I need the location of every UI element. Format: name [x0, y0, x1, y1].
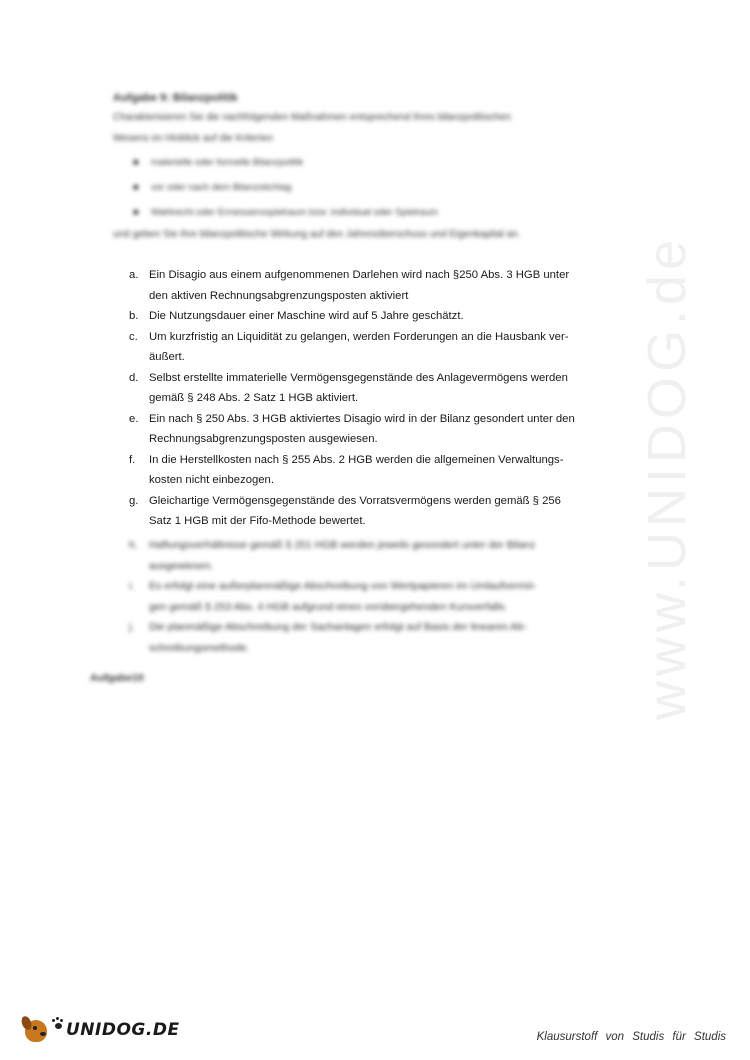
task-item: a. Ein Disagio aus einem aufgenommenen Darlehen wird nach §250 Abs. 3 HGB unter den aktiven Rechnungsabgrenzungsposten aktiviert [129, 269, 570, 302]
task-item: g. Gleichartige Vermögensgegenstände des Vorratsvermögens werden gemäß § 256 Satz 1 HGB mit der Fifo-Methode bewertet. [129, 494, 561, 527]
criteria-bullet: ■ Wahlrecht oder Ermessensspielraum bzw. Individual oder Spielraum [133, 207, 438, 218]
paw-icon [52, 1018, 64, 1030]
section-heading: Aufgabe 9: Bilanzpolitik [113, 92, 238, 104]
task-item: b. Die Nutzungsdauer einer Maschine wird auf 5 Jahre geschätzt. [129, 310, 464, 322]
task-list [129, 265, 604, 532]
instruction-summary: und geben Sie ihre bilanzpolitische Wirkung auf den Jahresüberschuss und Eigenkapital an. [113, 229, 521, 240]
dog-mascot-icon [22, 1014, 52, 1046]
task-item: j. Die planmäßige Abschreibung der Sachanlagen erfolgt auf Basis der linearen Ab- schreibungsmethode. [129, 621, 527, 654]
task-item: d. Selbst erstellte immaterielle Vermögensgegenstände des Anlagevermögens werden gemäß § 248 Abs. 2 Satz 1 HGB aktiviert. [129, 371, 568, 404]
intro-line: Charakterisieren Sie die nachfolgenden Maßnahmen entsprechend ihres bilanzpolitischen [113, 112, 512, 123]
footer-logo [22, 1014, 180, 1046]
next-section-heading: Aufgabe10 [90, 672, 144, 684]
intro-line: Wesens im Hinblick auf die Kriterien [113, 133, 273, 144]
watermark: www.UNIDOG.de [637, 234, 697, 720]
footer-tagline: Klausurstoff von Studis für Studis [536, 1031, 726, 1043]
task-item: f. In die Herstellkosten nach § 255 Abs. 2 HGB werden die allgemeinen Verwaltungs- kosten nicht einbezogen. [129, 453, 564, 486]
task-item: c. Um kurzfristig an Liquidität zu gelangen, werden Forderungen an die Hausbank ver- äußert. [129, 330, 569, 363]
brand-name: UNIDOG.DE [66, 1020, 180, 1040]
blurred-task-list [129, 535, 604, 658]
criteria-bullet: ■ materielle oder formelle Bilanzpolitik [133, 157, 304, 168]
task-item: e. Ein nach § 250 Abs. 3 HGB aktiviertes Disagio wird in der Bilanz gesondert unter den Rechnungsabgrenzungsposten ausgewiesen. [129, 412, 575, 445]
criteria-bullet: ■ vor oder nach dem Bilanzstichtag [133, 182, 292, 193]
task-item: i. Es erfolgt eine außerplanmäßige Abschreibung von Wertpapieren im Umlaufvermö- gen gemäß § 253 Abs. 4 HGB aufgrund eines vorübergehenden Kursverfalls. [129, 580, 537, 613]
task-item: h. Haftungsverhältnisse gemäß § 251 HGB werden jeweils gesondert unter der Bilanz ausgewiesen. [129, 539, 536, 572]
